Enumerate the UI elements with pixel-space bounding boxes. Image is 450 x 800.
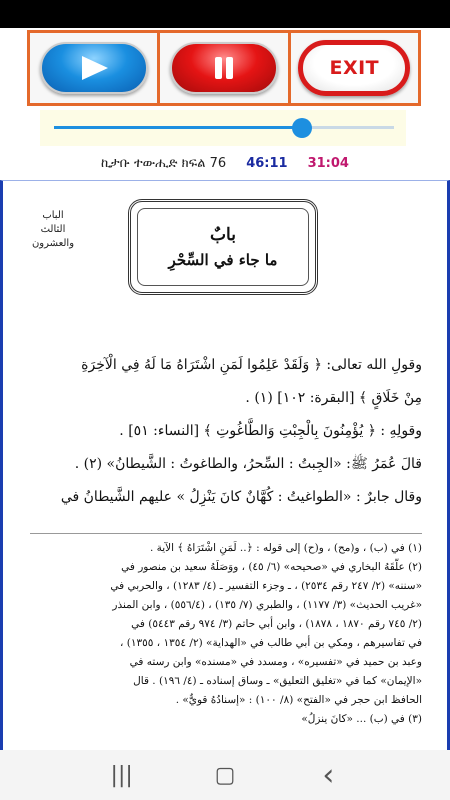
footnote-line: «سننه» (٢/ ٢٤٧ رقم ٢٥٣٤) ، ـ وجزء التفسير ـ (٤/ ١٢٨٣) ، والحربي في: [110, 580, 422, 592]
player-controls: [27, 30, 421, 106]
book-page-frame: [0, 180, 450, 750]
time-total: 31:04: [307, 155, 349, 171]
footnote-line: وعبد بن حميد في «تفسيره» ، ومسدد في «مسنده» وابن رسته في: [129, 656, 422, 668]
chapter-number-line2: الثالث والعشرون: [31, 224, 75, 249]
recents-icon: |||: [110, 762, 133, 788]
status-bar: [0, 0, 450, 28]
chapter-heading-box: [128, 199, 318, 295]
pause-cell: [160, 33, 290, 103]
track-title: ኪታቡ ተውሒድ ክፍል 76: [101, 155, 227, 171]
pause-button[interactable]: [170, 42, 278, 94]
chapter-number-line1: الباب: [42, 210, 64, 221]
play-icon: [74, 53, 114, 83]
system-nav-bar: [0, 750, 450, 800]
body-line: وقولِهِ : ﴿ يُؤْمِنُونَ بِالْجِبْتِ وَالطَّاغُوتِ ﴾ [النساء: ٥١] .: [119, 423, 422, 439]
chapter-word: بابٌ: [210, 225, 236, 245]
seek-slider-area: [40, 110, 406, 146]
play-cell: [30, 33, 160, 103]
footnotes: [30, 539, 422, 729]
body-line: وقولِ الله تعالى: ﴿ وَلَقَدْ عَلِمُوا لَمَنِ اشْتَرَاهُ مَا لَهُ فِي الْآخِرَةِ: [81, 357, 422, 373]
body-text: [30, 349, 422, 514]
footnote-line: في تفاسيرهم ، ومكي بن أبي طالب في «الهداية» (٢/ ١٣٥٤ ، ١٣٥٥) ،: [120, 637, 422, 649]
back-button[interactable]: [308, 755, 348, 795]
chapter-number: [24, 209, 82, 251]
exit-button[interactable]: [298, 40, 410, 96]
body-line: قالَ عُمَرُ ﷺ: «الجِبتُ : السِّحرُ، والطاغوتُ : الشَّيطانُ» (٢) .: [74, 456, 422, 472]
exit-label: EXIT: [329, 57, 380, 79]
footnote-line: (٢/ ٧٤٥ رقم ١٨٧٠ ، ١٨٧٨) ، وابن أبي حاتم (٣/ ٩٧٤ رقم ٥٤٤٣) في: [131, 618, 422, 630]
exit-cell: [291, 33, 418, 103]
seek-thumb[interactable]: [292, 118, 312, 138]
footnote-line: (١) في (ب) ، و(مح) ، و(ح) إلى قوله : ﴿.. لَمَنِ اشْتَرَاهُ ﴾ الآية .: [149, 542, 422, 554]
footnote-line: (٢) علَّقَهُ البخاري في «صحيحه» (٦/ ٤٥) ، ووَصَلَهُ سعيد بن منصور في: [121, 561, 422, 573]
body-line: وقال جابرٌ : «الطواغيتُ : كُهَّانٌ كانَ يَنْزِلُ » عليهم الشَّيطانُ في: [60, 489, 422, 505]
home-icon: ▢: [214, 762, 236, 788]
track-info-bar: [0, 148, 450, 178]
book-page: [8, 181, 442, 750]
chapter-box-border: [137, 208, 309, 286]
footnote-line: «الإيمان» كما في «تغليق التعليق» ـ وساق إسناده ـ (٤/ ١٩٦) . قال: [133, 675, 422, 687]
time-elapsed: 46:11: [246, 155, 288, 171]
footnote-separator: [30, 533, 422, 534]
footnote-line: (٣) في (ب) ... «كانَ ينزلُ»: [301, 713, 422, 725]
pause-icon: [209, 53, 239, 83]
seek-fill: [54, 126, 302, 129]
body-line: مِنْ خَلَاقٍ ﴾ [البقرة: ١٠٢] (١) .: [245, 390, 422, 406]
play-button[interactable]: [40, 42, 148, 94]
footnote-line: الحافظ ابن حجر في «الفتح» (٨/ ١٠٠) : «إسنادُهُ قويٌّ» .: [175, 694, 422, 706]
seek-track[interactable]: [54, 126, 394, 129]
chapter-title: ما جاء في السِّحْرِ: [168, 251, 278, 269]
back-icon: ‹: [322, 757, 335, 793]
home-button[interactable]: [205, 755, 245, 795]
footnote-line: «غريب الحديث» (٣/ ١١٧٧) ، والطبري (٧/ ١٣٥) ، (٥٥٦/٤) ، وابن المنذر: [112, 599, 422, 611]
recents-button[interactable]: [102, 755, 142, 795]
